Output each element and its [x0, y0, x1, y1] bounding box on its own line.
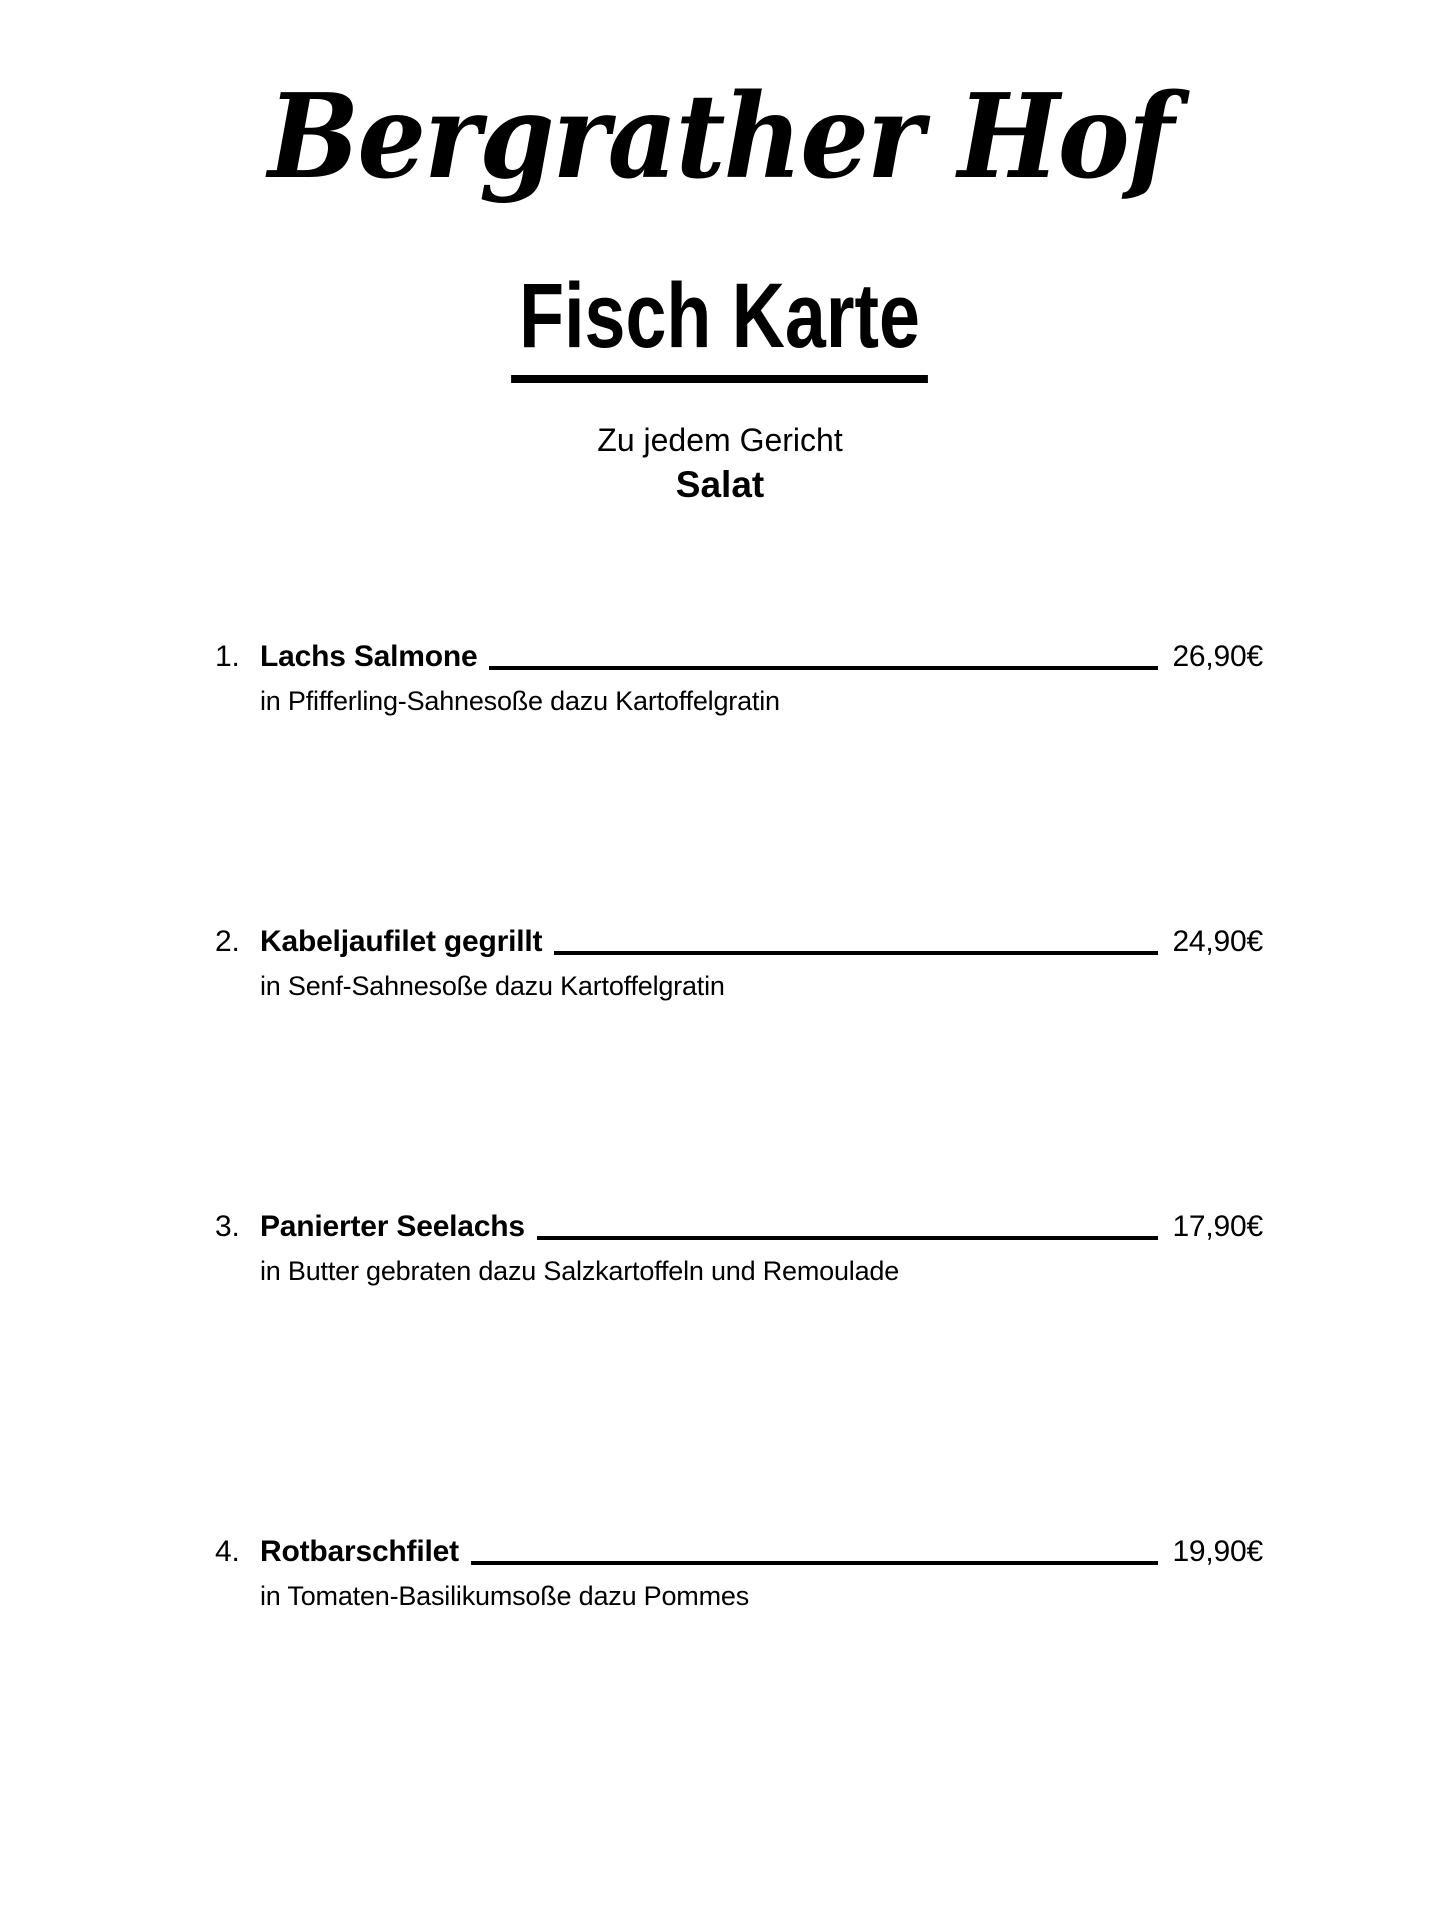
price-leader-line [537, 1236, 1159, 1240]
item-row [215, 1208, 1263, 1246]
item-name: Kabeljaufilet gegrillt [260, 925, 543, 958]
item-description: in Pfifferling-Sahnesoße dazu Kartoffelgratin [260, 685, 780, 716]
item-description: in Tomaten-Basilikumsoße dazu Pommes [260, 1580, 750, 1611]
restaurant-title-wrap [0, 62, 1440, 213]
item-description: in Butter gebraten dazu Salzkartoffeln und Remoulade [260, 1255, 900, 1286]
menu-item [215, 1208, 1263, 1288]
item-row [215, 923, 1263, 961]
item-description: in Senf-Sahnesoße dazu Kartoffelgratin [260, 970, 725, 1001]
note-every-dish: Zu jedem Gericht [597, 422, 843, 458]
item-row [215, 1533, 1263, 1571]
price-leader-line [471, 1561, 1159, 1565]
item-price: 17,90€ [1172, 1210, 1263, 1243]
item-number: 3. [215, 1210, 240, 1243]
item-number: 1. [215, 640, 240, 673]
item-number: 4. [215, 1535, 240, 1568]
menu-title: Fisch Karte [512, 266, 929, 383]
item-name: Rotbarschfilet [260, 1535, 459, 1568]
menu-title-wrap [0, 266, 1440, 383]
item-row [215, 638, 1263, 676]
price-leader-line [554, 951, 1158, 955]
menu-item [215, 638, 1263, 718]
menu-item [215, 1533, 1263, 1613]
item-price: 26,90€ [1172, 640, 1263, 673]
item-name: Panierter Seelachs [260, 1210, 525, 1243]
price-leader-line [489, 666, 1158, 670]
item-price: 24,90€ [1172, 925, 1263, 958]
item-price: 19,90€ [1172, 1535, 1263, 1568]
menu-item [215, 923, 1263, 1003]
restaurant-title: Bergrather Hof [267, 69, 1173, 205]
item-number: 2. [215, 925, 240, 958]
note-salad: Salat [675, 464, 765, 505]
item-name: Lachs Salmone [260, 640, 478, 673]
